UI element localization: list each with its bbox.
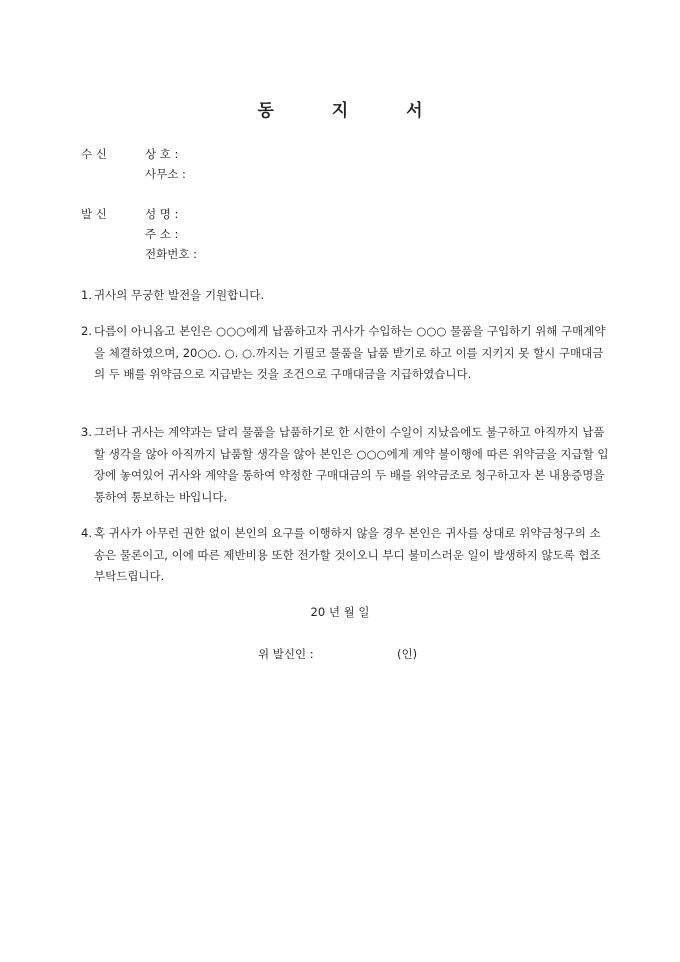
sender-address-label: 주 소 : xyxy=(145,227,179,241)
receiver-label: 수 신 xyxy=(81,147,107,161)
receiver-company-label: 상 호 : xyxy=(145,147,179,161)
paragraph-3 xyxy=(81,422,611,508)
paragraph-number: 3. xyxy=(81,425,92,439)
seal-mark: (인) xyxy=(397,647,418,661)
paragraph-text: 다름이 아니옵고 본인은 ○○○에게 납품하고자 귀사가 수입하는 ○○○ 물품을 구입하기 위해 구매계약을 체결하였으며, 20○○. ○. ○.까지는 기필코 물품을 납품 받기로 하고 이를 지키지 못 할시 구매대금의 두 배를 위약금으로 지급받는 것을 조건으로 구매대금을 지급하였습니다. xyxy=(94,324,606,381)
date-line: 20 년 월 일 xyxy=(310,605,370,619)
paragraph-number: 4. xyxy=(81,526,92,540)
paragraph-2 xyxy=(81,321,611,386)
paragraph-text: 귀사의 무궁한 발전을 기원합니다. xyxy=(94,288,265,302)
paragraph-1 xyxy=(81,285,611,307)
paragraph-text: 그러나 귀사는 계약과는 달리 물품을 납품하기로 한 시한이 수일이 지났음에도 불구하고 아직까지 납품할 생각을 않아 아직까지 납품할 생각을 않아 본인은 ○○○에게 계약 불이행에 따른 위약금을 지급할 입장에 놓여있어 귀사와 계약을 통하여 약정한 구매대금의 두 배를 위약금조로 청구하고자 본 내용증명을 통하여 통보하는 바입니다. xyxy=(94,425,609,504)
signature-label: 위 발신인 : xyxy=(258,647,314,661)
document-title: 동 지 서 xyxy=(257,101,449,121)
paragraph-number: 1. xyxy=(81,288,92,302)
paragraph-4 xyxy=(81,523,611,588)
sender-phone-label: 전화번호 : xyxy=(145,247,197,261)
paragraph-text: 혹 귀사가 아무런 권한 없이 본인의 요구를 이행하지 않을 경우 본인은 귀사를 상대로 위약금청구의 소송은 물론이고, 이에 따른 제반비용 또한 전가할 것이오니 부디 불미스러운 일이 발생하지 않도록 협조 부탁드립니다. xyxy=(94,526,601,583)
sender-name-label: 성 명 : xyxy=(145,207,179,221)
paragraph-number: 2. xyxy=(81,324,92,338)
sender-label: 발 신 xyxy=(81,207,107,221)
receiver-office-label: 사무소 : xyxy=(145,167,186,181)
